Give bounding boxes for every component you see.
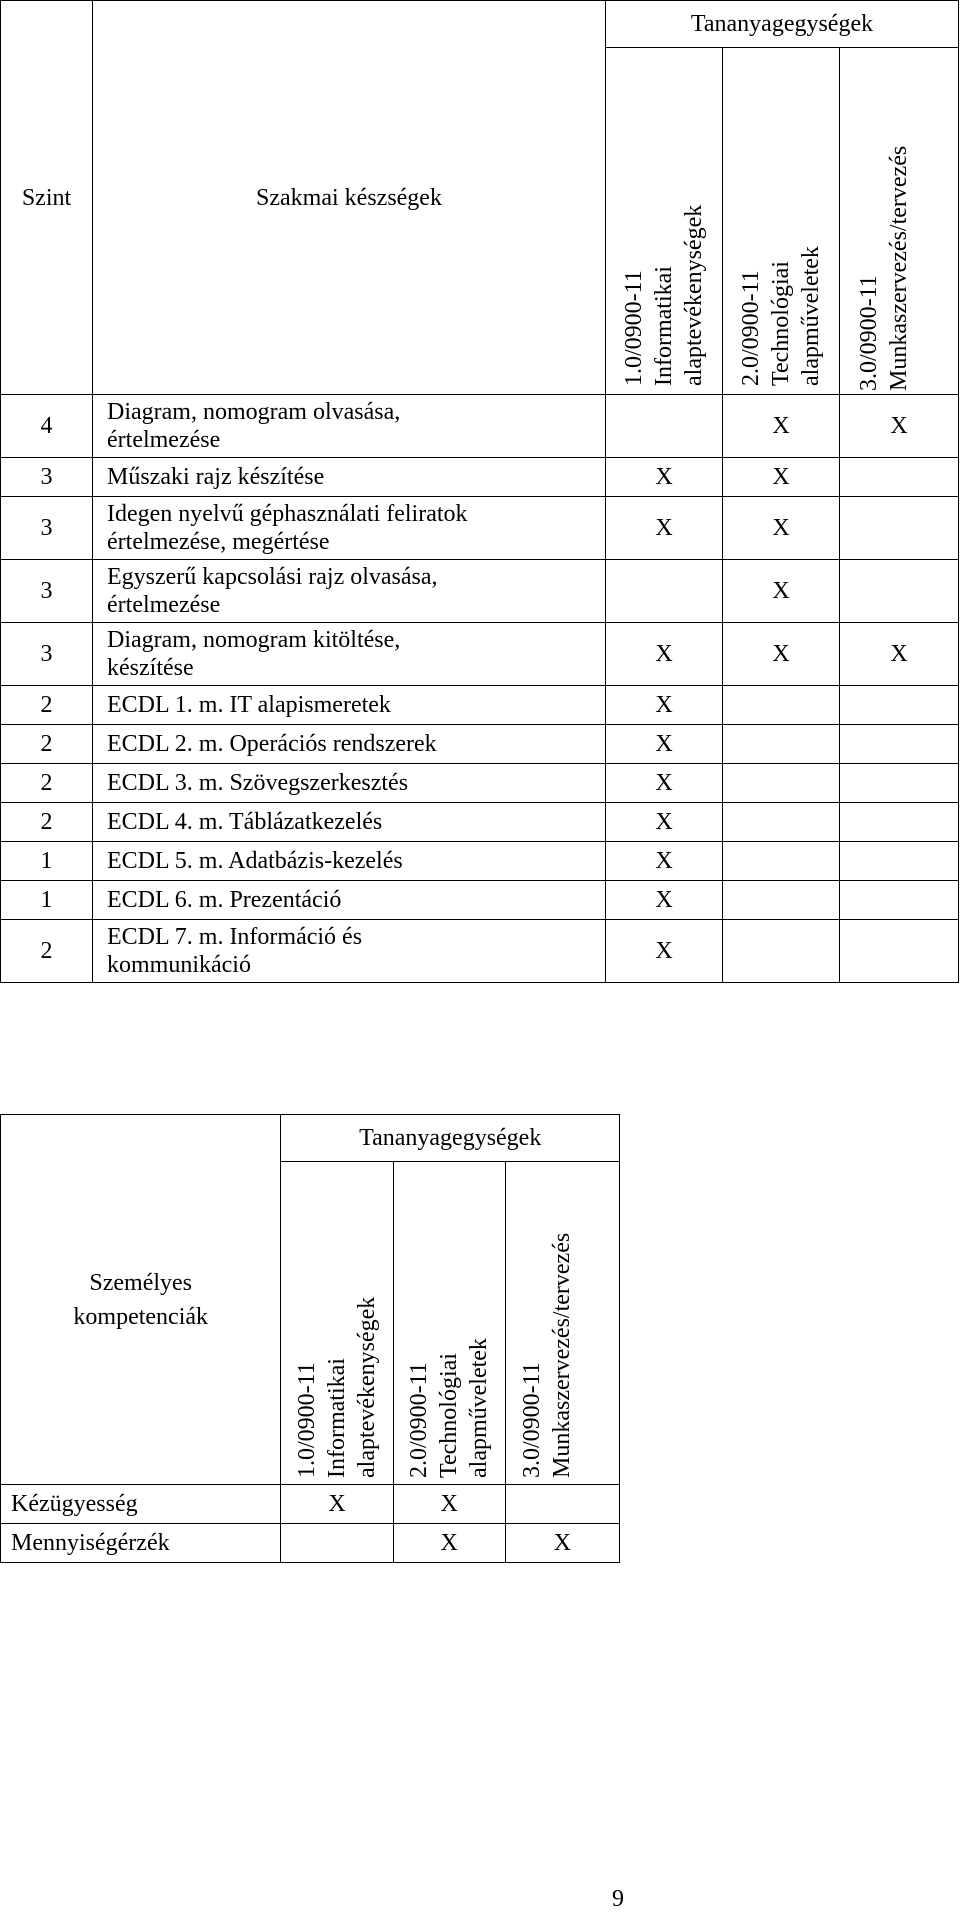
row-level: 2 — [1, 803, 93, 842]
unit-2-code: 2.0/0900-11 — [738, 270, 764, 386]
unit-2-name-b: alapműveletek — [466, 1338, 493, 1478]
row-skill — [93, 686, 606, 725]
row-skill-line: készítése — [107, 655, 194, 681]
row-skill-line: ECDL 4. m. Táblázatkezelés — [107, 809, 383, 835]
unit-1-name-a: Informatikai — [324, 1358, 351, 1478]
table-row — [1, 725, 959, 764]
row-skill — [93, 497, 606, 560]
row-skill-line: kommunikáció — [107, 952, 251, 978]
row-skill — [93, 458, 606, 497]
row-skill-line: értelmezése, megértése — [107, 529, 330, 555]
row-mark-unit-2: X — [393, 1524, 505, 1563]
row-mark-unit-1: X — [606, 803, 723, 842]
row-skill — [93, 803, 606, 842]
row-mark-unit-1: X — [606, 881, 723, 920]
row-mark-unit-2 — [723, 842, 840, 881]
row-level: 3 — [1, 560, 93, 623]
table-row — [1, 1485, 620, 1524]
header-level: Szint — [1, 1, 93, 395]
unit-1-code: 1.0/0900-11 — [294, 1362, 321, 1478]
row-mark-unit-3 — [840, 803, 959, 842]
row-skill-line: ECDL 5. m. Adatbázis-kezelés — [107, 848, 403, 874]
header-unit-3 — [505, 1162, 619, 1485]
row-mark-unit-1: X — [606, 725, 723, 764]
skills-table-header-top — [1, 1, 959, 48]
unit-1-name-a: Informatikai — [651, 266, 677, 386]
table-row — [1, 803, 959, 842]
row-mark-unit-1: X — [606, 920, 723, 983]
unit-1-code: 1.0/0900-11 — [621, 270, 647, 386]
header-unit-1 — [281, 1162, 393, 1485]
row-competency: Kézügyesség — [1, 1485, 281, 1524]
row-mark-unit-3 — [840, 842, 959, 881]
table-row — [1, 920, 959, 983]
row-mark-unit-1: X — [606, 458, 723, 497]
row-mark-unit-1 — [606, 395, 723, 458]
skills-table-body — [1, 395, 959, 983]
row-skill — [93, 395, 606, 458]
table-row — [1, 686, 959, 725]
row-skill-line: Diagram, nomogram olvasása, — [107, 399, 401, 425]
table-row — [1, 842, 959, 881]
row-level: 3 — [1, 497, 93, 560]
row-mark-unit-3 — [840, 881, 959, 920]
row-level: 2 — [1, 725, 93, 764]
table-row — [1, 881, 959, 920]
header-units-group: Tananyagegységek — [281, 1115, 620, 1162]
table-row — [1, 623, 959, 686]
row-mark-unit-3: X — [840, 623, 959, 686]
row-mark-unit-3 — [840, 920, 959, 983]
row-mark-unit-2: X — [393, 1485, 505, 1524]
row-mark-unit-2: X — [723, 497, 840, 560]
row-skill-line: ECDL 2. m. Operációs rendszerek — [107, 731, 437, 757]
row-skill-line: ECDL 1. m. IT alapismeretek — [107, 692, 391, 718]
row-mark-unit-2 — [723, 881, 840, 920]
row-skill-line: Idegen nyelvű géphasználati feliratok — [107, 501, 468, 527]
row-mark-unit-1: X — [606, 842, 723, 881]
row-mark-unit-2 — [723, 725, 840, 764]
row-skill — [93, 725, 606, 764]
row-mark-unit-2: X — [723, 623, 840, 686]
row-mark-unit-1 — [281, 1524, 393, 1563]
row-mark-unit-2 — [723, 920, 840, 983]
header-competencies-line-1: Személyes — [89, 1269, 193, 1296]
header-unit-3 — [840, 48, 959, 395]
header-unit-2 — [723, 48, 840, 395]
table-row — [1, 1524, 620, 1563]
row-mark-unit-2 — [723, 764, 840, 803]
row-skill-line: ECDL 3. m. Szövegszerkesztés — [107, 770, 409, 796]
row-skill — [93, 920, 606, 983]
row-mark-unit-3 — [840, 560, 959, 623]
row-skill-line: ECDL 6. m. Prezentáció — [107, 887, 342, 913]
row-skill — [93, 623, 606, 686]
unit-2-name-b: alapműveletek — [798, 246, 824, 386]
row-mark-unit-3 — [840, 725, 959, 764]
unit-1-name-b: alaptevékenységek — [681, 204, 707, 386]
unit-2-code: 2.0/0900-11 — [406, 1362, 433, 1478]
table-row — [1, 458, 959, 497]
row-mark-unit-3: X — [840, 395, 959, 458]
row-skill-line: Diagram, nomogram kitöltése, — [107, 627, 401, 653]
unit-2-name-a: Technológiai — [436, 1353, 463, 1478]
row-mark-unit-3: X — [505, 1524, 619, 1563]
unit-3-name: Munkaszervezés/tervezés — [549, 1232, 576, 1478]
row-level: 2 — [1, 686, 93, 725]
row-mark-unit-1: X — [606, 623, 723, 686]
row-mark-unit-3 — [840, 497, 959, 560]
row-mark-unit-1: X — [606, 497, 723, 560]
row-mark-unit-1: X — [606, 764, 723, 803]
row-level: 2 — [1, 920, 93, 983]
competencies-table — [0, 1114, 620, 1563]
row-skill — [93, 764, 606, 803]
row-skill-line: értelmezése — [107, 592, 221, 618]
unit-3-name: Munkaszervezés/tervezés — [886, 145, 912, 391]
row-mark-unit-3 — [505, 1485, 619, 1524]
row-skill — [93, 881, 606, 920]
row-skill — [93, 842, 606, 881]
row-level: 4 — [1, 395, 93, 458]
table-row — [1, 560, 959, 623]
header-unit-2 — [393, 1162, 505, 1485]
unit-2-name-a: Technológiai — [768, 261, 794, 386]
table-row — [1, 497, 959, 560]
header-unit-1 — [606, 48, 723, 395]
table-row — [1, 764, 959, 803]
row-mark-unit-1: X — [606, 686, 723, 725]
unit-3-code: 3.0/0900-11 — [519, 1362, 546, 1478]
unit-1-name-b: alaptevékenységek — [354, 1296, 381, 1478]
row-level: 2 — [1, 764, 93, 803]
row-mark-unit-2 — [723, 686, 840, 725]
page-number: 9 — [612, 1886, 624, 1912]
row-level: 3 — [1, 623, 93, 686]
row-mark-unit-2: X — [723, 458, 840, 497]
table-row — [1, 395, 959, 458]
unit-3-code: 3.0/0900-11 — [856, 275, 882, 391]
row-level: 1 — [1, 881, 93, 920]
header-units-group: Tananyagegységek — [606, 1, 959, 48]
header-competencies-line-2: kompetenciák — [73, 1303, 209, 1330]
header-competencies — [1, 1115, 281, 1485]
row-skill-line: ECDL 7. m. Információ és — [107, 924, 363, 950]
competencies-table-body — [1, 1485, 620, 1563]
row-mark-unit-2: X — [723, 395, 840, 458]
row-mark-unit-3 — [840, 686, 959, 725]
header-skills: Szakmai készségek — [93, 1, 606, 395]
row-mark-unit-2 — [723, 803, 840, 842]
row-mark-unit-1: X — [281, 1485, 393, 1524]
row-mark-unit-3 — [840, 458, 959, 497]
row-level: 3 — [1, 458, 93, 497]
competencies-table-header-top — [1, 1115, 620, 1162]
row-mark-unit-3 — [840, 764, 959, 803]
row-skill-line: Műszaki rajz készítése — [107, 464, 325, 490]
row-skill-line: értelmezése — [107, 427, 221, 453]
row-mark-unit-2: X — [723, 560, 840, 623]
row-mark-unit-1 — [606, 560, 723, 623]
row-level: 1 — [1, 842, 93, 881]
row-skill-line: Egyszerű kapcsolási rajz olvasása, — [107, 564, 438, 590]
row-competency: Mennyiségérzék — [1, 1524, 281, 1563]
row-skill — [93, 560, 606, 623]
